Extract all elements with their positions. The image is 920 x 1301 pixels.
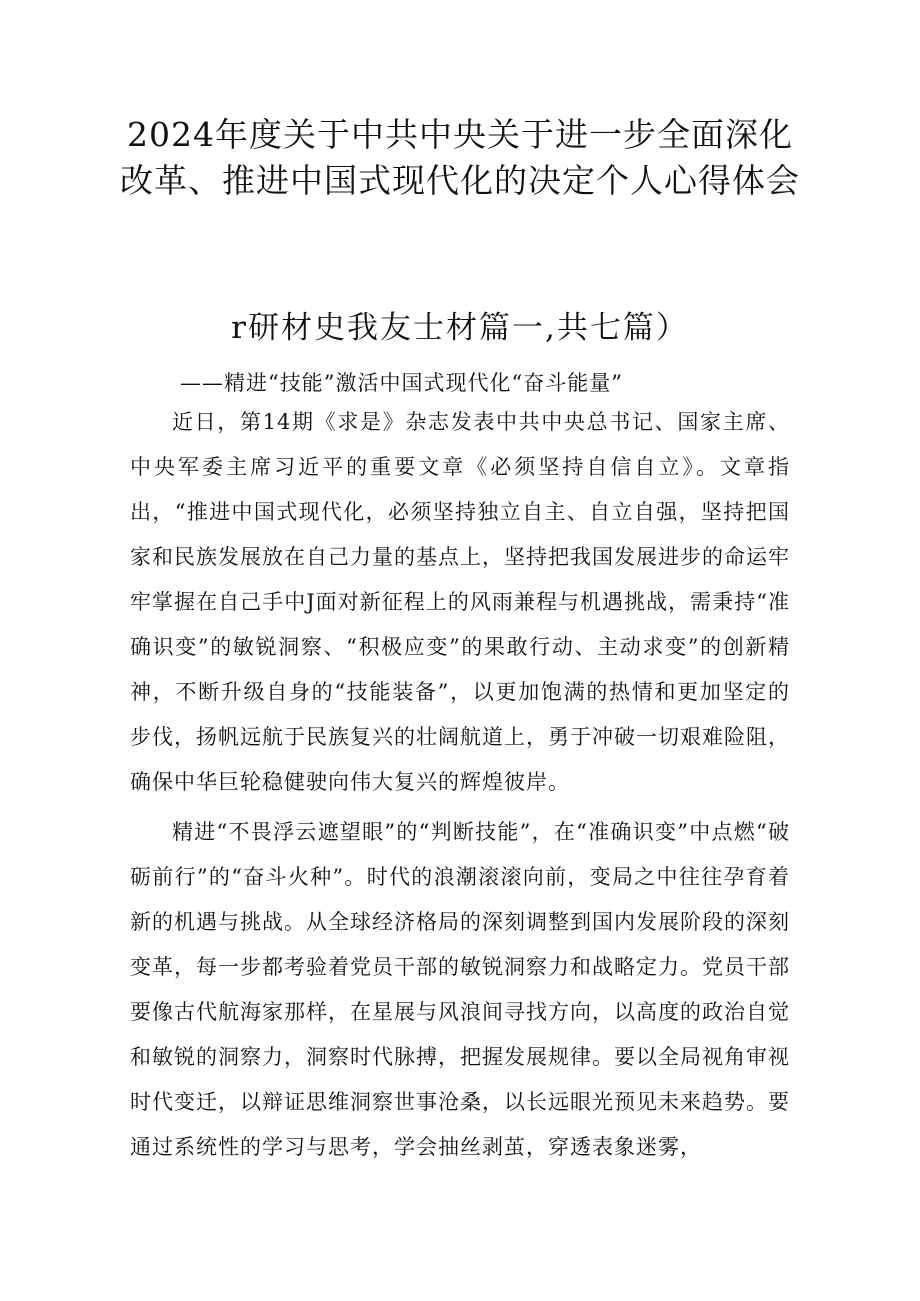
document-title: 2024年度关于中共中央关于进一步全面深化改革、推进中国式现代化的决定个人心得体会	[120, 115, 800, 200]
document-subtitle: r研材史我友士材篇一,共七篇）	[231, 310, 689, 346]
body-paragraph-1: 近日，第14期《求是》杂志发表中共中央总书记、国家主席、中央军委主席习近平的重要文章《必须坚持自信自立》。文章指出，“推进中国式现代化，必须坚持独立自主、自立自强，坚持把国家和民族发展放在自己力量的基点上，坚持把我国发展进步的命运牢牢掌握在自己手中J面对新征程上的风雨兼程与机遇挑战，需秉持“准确识变”的敏锐洞察、“积极应变”的果敢行动、主动求变”的创新精神，不断升级自身的“技能装备”，以更加饱满的热情和更加坚定的步伐，扬帆远航于民族复兴的壮阔航道上，勇于冲破一切艰难险阻，确保中华巨轮稳健驶向伟大复兴的辉煌彼岸。	[130, 410, 790, 794]
document-lead: ——精进“技能”激活中国式现代化“奋斗能量”	[180, 371, 623, 395]
body-paragraph-2: 精进“不畏浮云遮望眼”的“判断技能”，在“准确识变”中点燃“破砺前行”的“奋斗火种”。时代的浪潮滚滚向前，变局之中往往孕育着新的机遇与挑战。从全球经济格局的深刻调整到国内发展阶段的深刻变革，每一步都考验着党员干部的敏锐洞察力和战略定力。党员干部要像古代航海家那样，在星展与风浪间寻找方向，以高度的政治自觉和敏锐的洞察力，洞察时代脉搏，把握发展规律。要以全局视角审视时代变迁，以辩证思维洞察世事沧桑，以长远眼光预见未来趋势。要通过系统性的学习与思考，学会抽丝剥茧，穿透表象迷雾，	[130, 820, 790, 1159]
